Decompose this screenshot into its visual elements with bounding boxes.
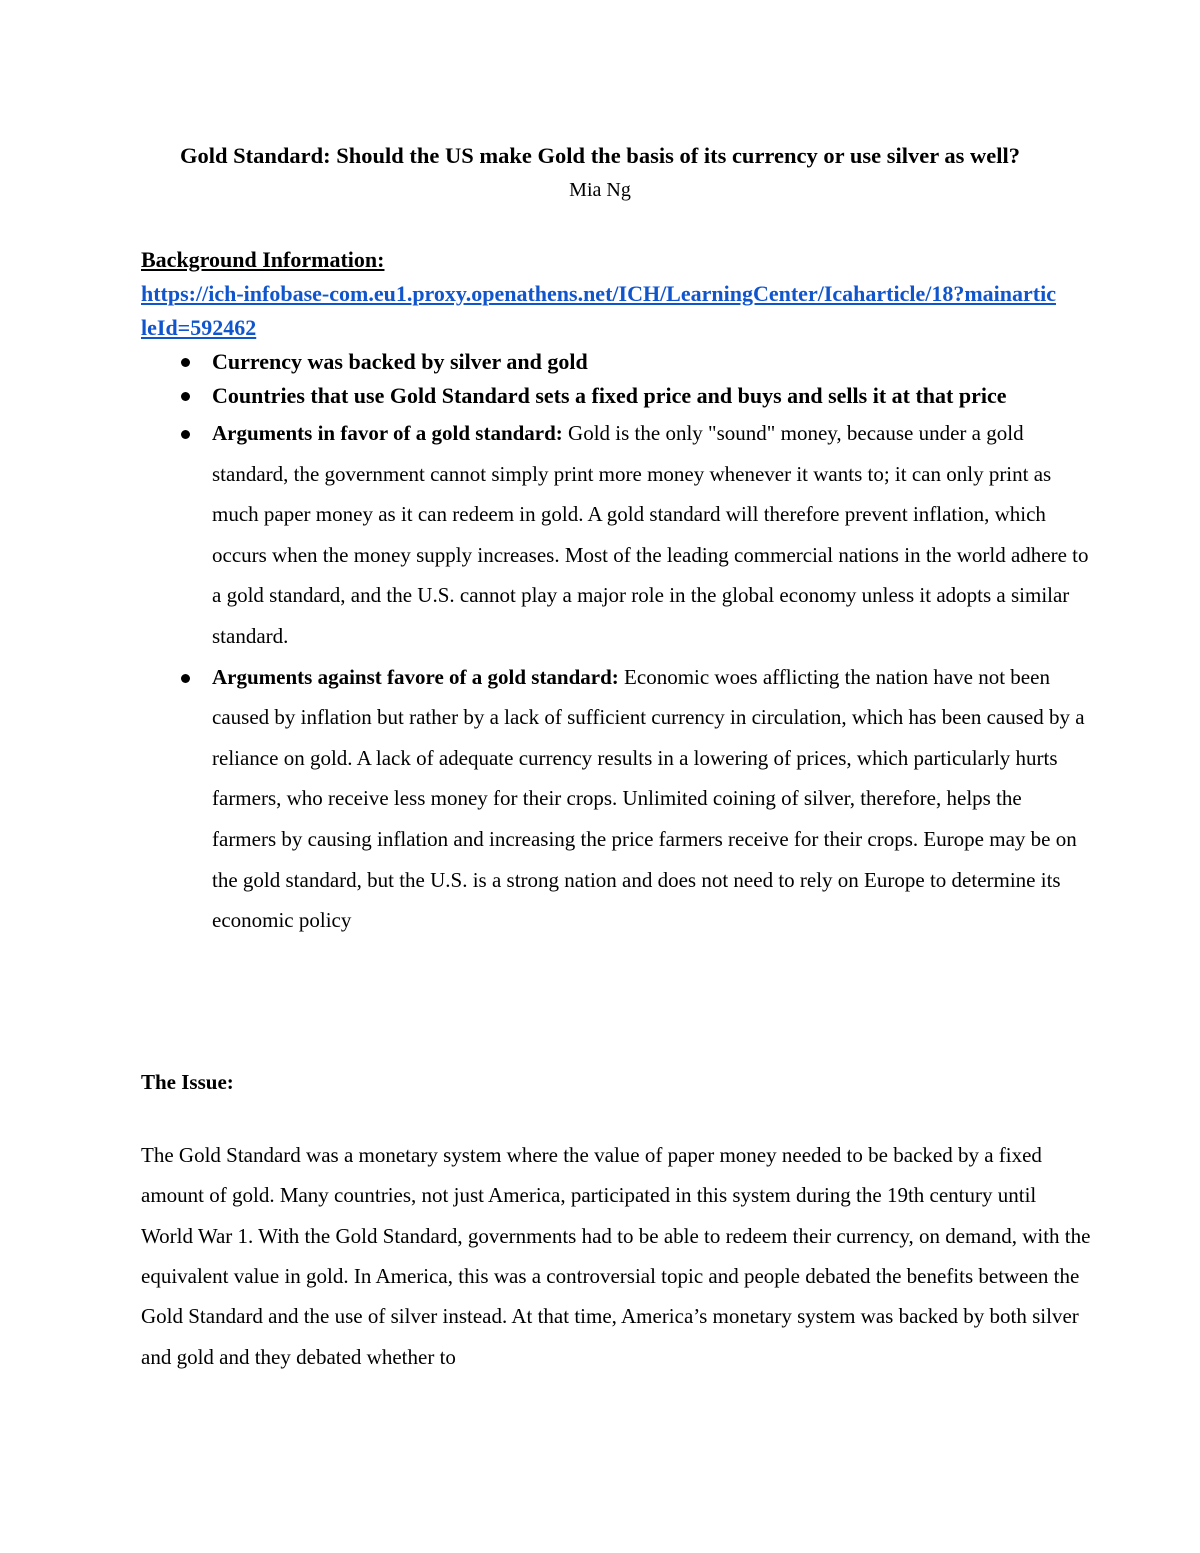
issue-paragraph: The Gold Standard was a monetary system where the value of paper money needed to be backed by a fixed amount of gold. Many countries, not just America, participated in this system during the 19th century until World War 1. With the Gold Standard, governments had to be able to redeem their currency, on demand, with the equivalent value in gold. In America, this was a controversial topic and people debated the benefits between the Gold Standard and the use of silver instead. At that time, America’s monetary system was backed by both silver and gold and they debated whether to: [141, 1142, 1091, 1369]
list-item: [212, 657, 1091, 941]
bullet-lead: Arguments against favore of a gold standard:: [212, 664, 619, 689]
bullet-text: Economic woes afflicting the nation have not been caused by inflation but rather by a lack of sufficient currency in circulation, which has been caused by a reliance on gold. A lack of adequate currency results in a lowering of prices, which particularly hurts farmers, who receive less money for their crops. Unlimited coining of silver, therefore, helps the farmers by causing inflation and increasing the price farmers receive for their crops. Europe may be on the gold standard, but the U.S. is a strong nation and does not need to rely on Europe to determine its economic policy: [212, 664, 1085, 933]
document-title: Gold Standard: Should the US make Gold the basis of its currency or use silver as well?: [179, 143, 1021, 168]
issue-heading: The Issue:: [141, 1069, 234, 1094]
list-item: Countries that use Gold Standard sets a fixed price and buys and sells it at that price: [212, 379, 1091, 413]
list-item: [212, 413, 1091, 657]
background-bullets: [141, 345, 1091, 941]
bullet-text: Gold is the only "sound" money, because under a gold standard, the government cannot simply print more money whenever it wants to; it can only print as much paper money as it can redeem in gold. A gold standard will therefore prevent inflation, which occurs when the money supply increases. Most of the leading commercial nations in the world adhere to a gold standard, and the U.S. cannot play a major role in the global economy unless it adopts a similar standard.: [212, 421, 1089, 648]
author-name: Mia Ng: [569, 179, 631, 201]
background-heading: Background Information:: [141, 247, 385, 272]
bullet-lead: Arguments in favor of a gold standard:: [212, 421, 563, 445]
document-body: [141, 243, 1091, 1377]
source-link[interactable]: https://ich-infobase-com.eu1.proxy.openathens.net/ICH/LearningCenter/Icaharticle/18?mainarticleId=592462: [141, 281, 1056, 340]
list-item: Currency was backed by silver and gold: [212, 345, 1091, 379]
